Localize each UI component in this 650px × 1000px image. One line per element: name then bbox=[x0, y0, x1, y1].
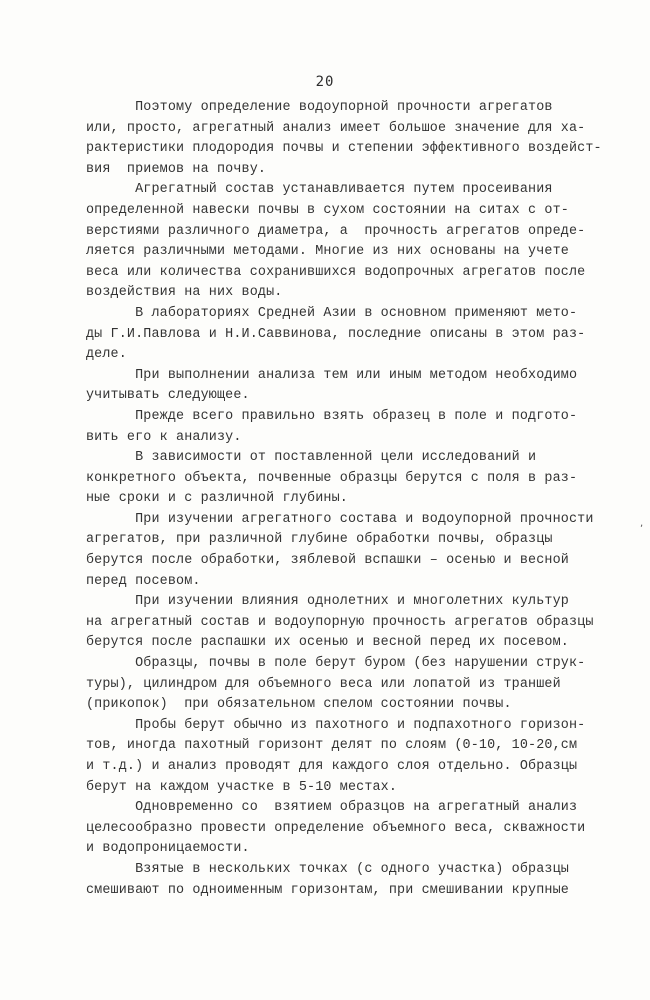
text-line: смешивают по одноименным горизонтам, при смешивании крупные bbox=[86, 882, 569, 898]
text-line: ные сроки и с различной глубины. bbox=[86, 491, 348, 507]
text-line: воздействия на них воды. bbox=[86, 285, 283, 301]
page-number: 20 bbox=[315, 74, 335, 90]
text-line: тов, иногда пахотный горизонт делят по слоям (0-10, 10-20,см bbox=[86, 738, 578, 754]
text-line: Прежде всего правильно взять образец в поле и подгото- bbox=[86, 408, 578, 424]
text-line: перед посевом. bbox=[86, 573, 201, 589]
text-line: деле. bbox=[86, 347, 127, 363]
text-line: Взятые в нескольких точках (с одного участка) образцы bbox=[86, 861, 569, 877]
text-line: Поэтому определение водоупорной прочности агрегатов bbox=[86, 100, 553, 115]
text-line: При изучении влияния однолетних и многолетних культур bbox=[86, 594, 569, 610]
body-text bbox=[86, 98, 602, 901]
text-line: рактеристики плодородия почвы и степении эффективного воздейст- bbox=[86, 141, 602, 157]
text-line: берутся после обработки, зяблевой вспашки – осенью и весной bbox=[86, 553, 569, 569]
text-line: берутся после распашки их осенью и весной перед их посевом. bbox=[86, 635, 569, 651]
text-line: При выполнении анализа тем или иным методом необходимо bbox=[86, 367, 578, 383]
text-line: Агрегатный состав устанавливается путем просеивания bbox=[86, 182, 553, 198]
text-line: При изучении агрегатного состава и водоупорной прочности bbox=[86, 511, 594, 527]
text-line: вия приемов на почву. bbox=[86, 161, 267, 177]
text-line: вить его к анализу. bbox=[86, 429, 242, 445]
text-line: туры), цилиндром для объемного веса или лопатой из траншей bbox=[86, 676, 561, 692]
text-line: и т.д.) и анализ проводят для каждого слоя отдельно. Образцы bbox=[86, 759, 578, 774]
text-line: на агрегатный состав и водоупорную прочность агрегатов образцы bbox=[86, 614, 594, 630]
text-line: берут на каждом участке в 5-10 местах. bbox=[86, 779, 398, 795]
text-line: или, просто, агрегатный анализ имеет большое значение для ха- bbox=[86, 120, 586, 136]
text-line: учитывать следующее. bbox=[86, 388, 250, 404]
text-line: В зависимости от поставленной цели исследований и bbox=[86, 450, 537, 466]
text-line: целесообразно провести определение объемного веса, скважности bbox=[86, 820, 586, 836]
text-line: веса или количества сохранившихся водопрочных агрегатов после bbox=[86, 264, 586, 280]
text-line: агрегатов, при различной глубине обработки почвы, образцы bbox=[86, 532, 553, 548]
text-line: Одновременно со взятием образцов на агрегатный анализ bbox=[86, 800, 578, 816]
text-line: Пробы берут обычно из пахотного и подпахотного горизон- bbox=[86, 717, 586, 733]
text-line: и водопроницаемости. bbox=[86, 841, 250, 857]
text-line: ляется различными методами. Многие из них основаны на учете bbox=[86, 244, 569, 260]
text-line: определенной навески почвы в сухом состоянии на ситах с от- bbox=[86, 202, 569, 218]
text-line: (прикопок) при обязательном спелом состоянии почвы. bbox=[86, 697, 512, 713]
margin-mark: , bbox=[640, 518, 644, 529]
text-line: Образцы, почвы в поле берут буром (без нарушении струк- bbox=[86, 656, 586, 672]
text-line: верстиями различного диаметра, а прочность агрегатов опреде- bbox=[86, 223, 586, 239]
text-line: конкретного объекта, почвенные образцы берутся с поля в раз- bbox=[86, 470, 578, 486]
text-line: ды Г.И.Павлова и Н.И.Саввинова, последние описаны в этом раз- bbox=[86, 326, 586, 342]
text-line: В лабораториях Средней Азии в основном применяют мето- bbox=[86, 305, 578, 321]
